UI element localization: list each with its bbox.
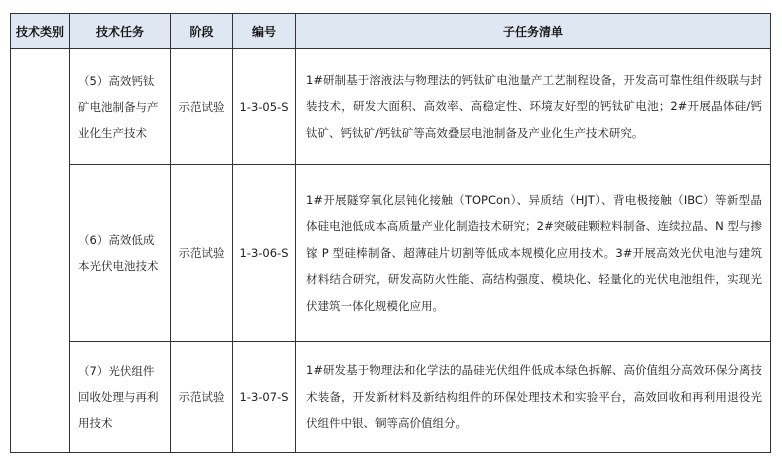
task-text: （7）光伏组件回收处理与再利用技术	[78, 364, 159, 430]
tech-task-table	[10, 13, 771, 453]
task-cell	[70, 165, 171, 342]
table-header-row	[11, 14, 771, 49]
category-cell	[11, 49, 70, 453]
code-cell: 1-3-05-S	[233, 49, 296, 165]
stage-cell: 示范试验	[171, 49, 233, 165]
subtasks-text: 1#研发基于物理法和化学法的晶硅光伏组件低成本绿色拆解、高价值组分高效环保分离技术装备，开发新材料及新结构组件的环保处理技术和实验平台，高效回收和再利用退役光伏组件中银、铜等高价值组分。	[306, 363, 762, 431]
stage-cell: 示范试验	[171, 342, 233, 453]
task-text: （5）高效钙钛矿电池制备与产业化生产技术	[78, 73, 159, 140]
task-text: （6）高效低成本光伏电池技术	[78, 233, 159, 273]
table-row	[11, 49, 771, 165]
header-task: 技术任务	[70, 14, 171, 49]
header-code: 编号	[233, 14, 296, 49]
table-row	[11, 165, 771, 342]
table-row	[11, 342, 771, 453]
code-cell: 1-3-07-S	[233, 342, 296, 453]
header-subtasks: 子任务清单	[296, 14, 771, 49]
task-cell	[70, 342, 171, 453]
subtasks-text: 1#研制基于溶液法与物理法的钙钛矿电池量产工艺制程设备，开发高可靠性组件级联与封装技术，研发大面积、高效率、高稳定性、环境友好型的钙钛矿电池；2#开展晶体硅/钙钛矿、钙钛矿/钙钛矿等高效叠层电池制备及产业化生产技术研究。	[306, 72, 762, 140]
header-category: 技术类别	[11, 14, 70, 49]
subtasks-cell	[296, 49, 771, 165]
stage-cell: 示范试验	[171, 165, 233, 342]
subtasks-text: 1#开展隧穿氧化层钝化接触（TOPCon）、异质结（HJT）、背电极接触（IBC）等新型晶体硅电池低成本高质量产业化制造技术研究；2#突破硅颗粒料制备、连续拉晶、N 型与掺镓 P 型硅棒制备、超薄硅片切割等低成本规模化应用技术。3#开展高效光伏电池与建筑材料结合研究，研发高防火性能、高结构强度、模块化、轻量化的光伏电池组件，实现光伏建筑一体化规模化应用。	[306, 192, 762, 313]
code-cell: 1-3-06-S	[233, 165, 296, 342]
header-stage: 阶段	[171, 14, 233, 49]
subtasks-cell	[296, 165, 771, 342]
task-cell	[70, 49, 171, 165]
subtasks-cell	[296, 342, 771, 453]
